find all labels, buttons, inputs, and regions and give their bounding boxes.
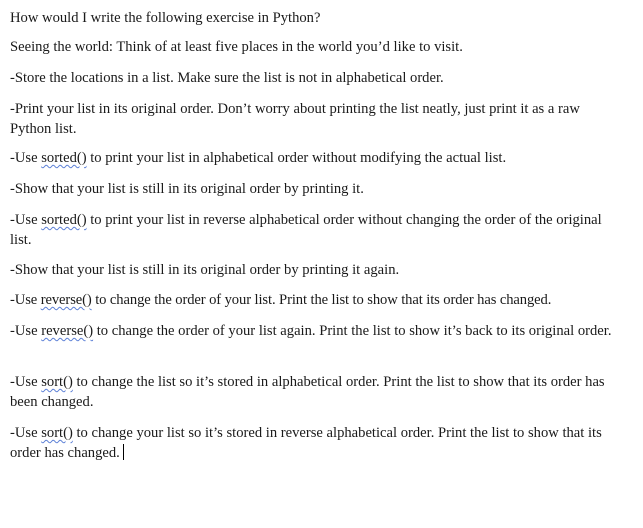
instruction-sorted — [10, 148, 506, 168]
spellcheck-underlined-word[interactable]: sort() — [41, 374, 73, 390]
text-segment: to print your list in reverse alphabetical order without changing the order of the original list. — [10, 212, 602, 248]
instruction-print-original: -Print your list in its original order. Don’t worry about printing the list neatly, just print it as a raw Python list. — [10, 101, 580, 137]
spellcheck-underlined-word[interactable]: sort() — [41, 425, 73, 441]
instruction-reverse — [10, 290, 551, 310]
intro-text: Seeing the world: Think of at least five places in the world you’d like to visit. — [10, 39, 463, 55]
instruction-sort-reverse — [10, 423, 622, 463]
instruction-reverse-again — [10, 321, 635, 341]
text-segment: to change the list so it’s stored in alphabetical order. Print the list to show that its order has been changed. — [10, 374, 605, 410]
text-cursor — [123, 444, 124, 460]
spellcheck-underlined-word[interactable]: reverse() — [40, 292, 92, 308]
instruction-show-original: -Show that your list is still in its original order by printing it. — [10, 181, 364, 197]
text-segment: -Use — [10, 323, 42, 339]
text-segment: -Use — [10, 425, 42, 441]
spellcheck-underlined-word[interactable]: sorted() — [41, 150, 87, 166]
question-text: How would I write the following exercise in Python? — [10, 10, 321, 26]
instruction-sorted-reverse — [10, 210, 622, 250]
text-segment: to change the order of your list. Print the list to show that its order has changed. — [91, 292, 552, 308]
text-segment: to change the order of your list again. Print the list to show it’s back to its original order. — [93, 323, 612, 339]
instruction-store: -Store the locations in a list. Make sure the list is not in alphabetical order. — [10, 70, 444, 86]
text-segment: -Use — [10, 212, 42, 228]
text-segment: to print your list in alphabetical order without modifying the actual list. — [86, 150, 507, 166]
text-segment: -Use — [10, 292, 41, 308]
spellcheck-underlined-word[interactable]: reverse() — [41, 323, 94, 339]
instruction-sort — [10, 372, 610, 412]
text-segment: to change your list so it’s stored in reverse alphabetical order. Print the list to show that its order has changed. — [10, 425, 602, 461]
spellcheck-underlined-word[interactable]: sorted() — [41, 212, 87, 228]
text-segment: -Use — [10, 150, 42, 166]
instruction-show-original-again: -Show that your list is still in its original order by printing it again. — [10, 262, 400, 278]
text-segment: -Use — [10, 374, 42, 390]
